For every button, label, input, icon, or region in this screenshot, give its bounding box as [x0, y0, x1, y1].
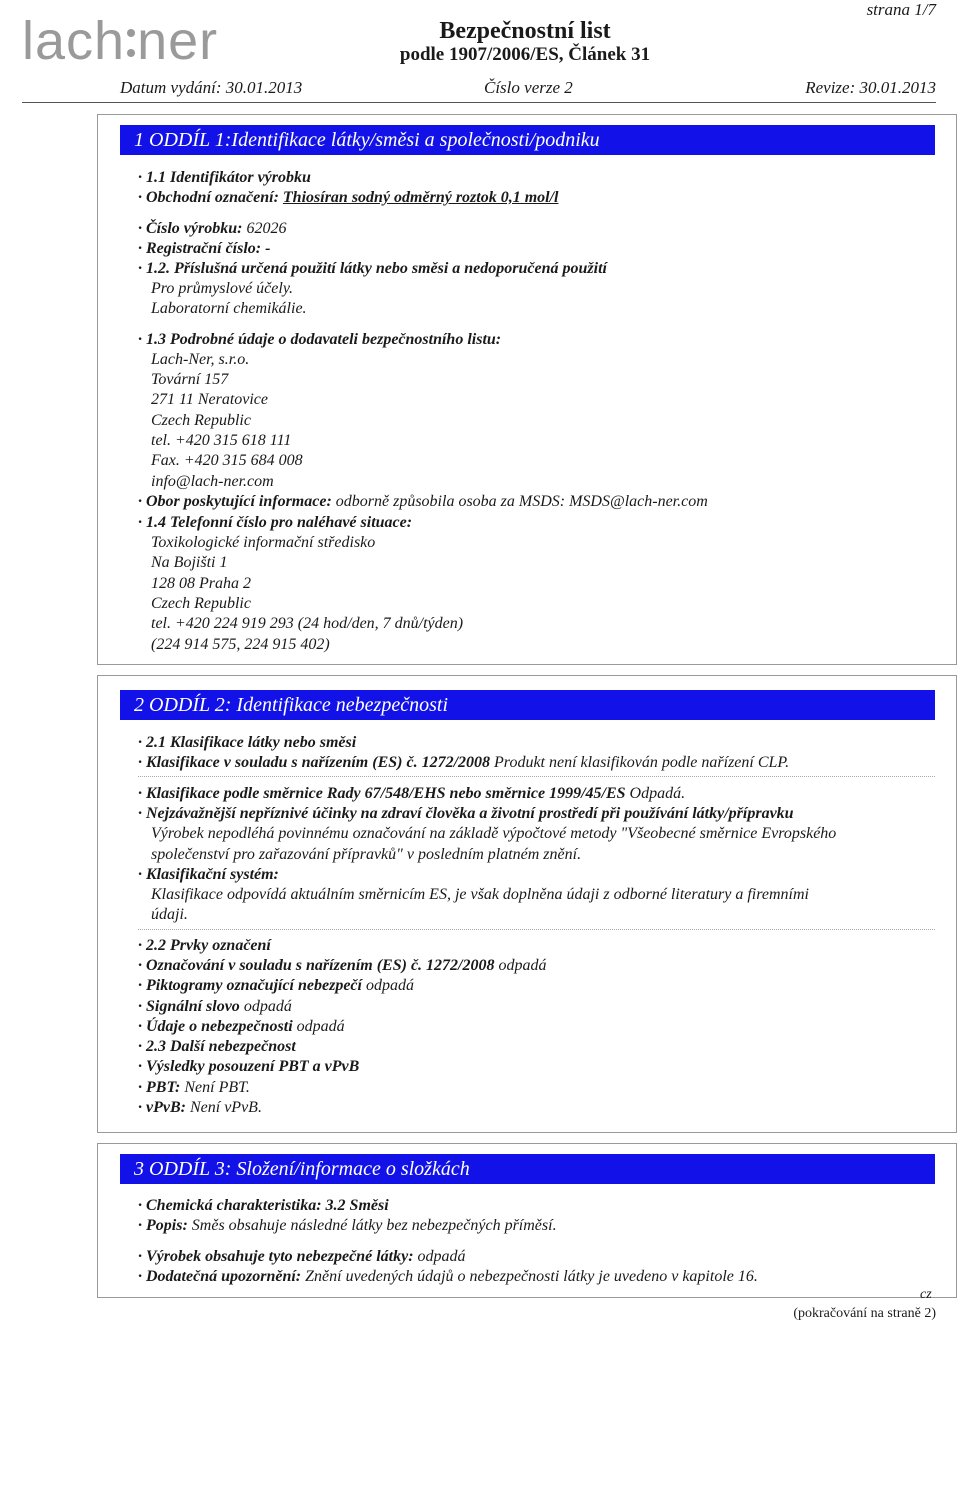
line: · 2.3 Další nebezpečnost [138, 1038, 296, 1055]
line: Lach-Ner, s.r.o. [151, 351, 250, 368]
lachner-logo: lach ner [22, 11, 219, 71]
line: Tovární 157 [151, 371, 229, 388]
dotted-divider [138, 929, 935, 930]
line: · Výrobek obsahuje tyto nebezpečné látky: odpadá [138, 1248, 466, 1265]
line: Klasifikace odpovídá aktuálním směrnicím ES, je však doplněna údaji z odborné literatury a firemními [151, 886, 809, 903]
page-number: strana 1/7 [866, 0, 936, 19]
line: · Klasifikace v souladu s nařízením (ES) č. 1272/2008 Produkt není klasifikován podle nařízení CLP. [138, 754, 790, 771]
line: · Číslo výrobku: 62026 [138, 220, 287, 237]
line: · Dodatečná upozornění: Znění uvedených údajů o nebezpečnosti látky je uvedeno v kapitole 16. [138, 1268, 758, 1285]
line: 128 08 Praha 2 [151, 575, 251, 592]
revision-date: Revize: 30.01.2013 [805, 78, 936, 97]
issue-date: Datum vydání: 30.01.2013 [120, 78, 303, 97]
line: Výrobek nepodléhá povinnému označování na základě výpočtové metody "Všeobecné směrnice Evropského [151, 825, 837, 842]
line: · Signální slovo odpadá [138, 998, 292, 1015]
line: info@lach-ner.com [151, 473, 274, 490]
header-divider [22, 102, 936, 103]
line: Laboratorní chemikálie. [151, 300, 307, 317]
line: · 1.1 Identifikátor výrobku [138, 169, 311, 186]
line: (224 914 575, 224 915 402) [151, 636, 330, 653]
line: · Označování v souladu s nařízením (ES) č. 1272/2008 odpadá [138, 957, 547, 974]
line: · 2.2 Prvky označení [138, 937, 271, 954]
line: · Chemická charakteristika: 3.2 Směsi [138, 1197, 389, 1214]
line: · vPvB: Není vPvB. [138, 1099, 262, 1116]
line: · Výsledky posouzení PBT a vPvB [138, 1058, 360, 1075]
section-1-title: 1 ODDÍL 1:Identifikace látky/směsi a společnosti/podniku [120, 125, 935, 155]
line: · Registrační číslo: - [138, 240, 271, 257]
line: · Obchodní označení: Thiosíran sodný odměrný roztok 0,1 mol/l [138, 189, 559, 206]
line: · Klasifikační systém: [138, 866, 279, 883]
document-subtitle: podle 1907/2006/ES, Článek 31 [399, 44, 651, 65]
dotted-divider [138, 776, 935, 777]
line: · Piktogramy označující nebezpečí odpadá [138, 977, 414, 994]
section-3-title: 3 ODDÍL 3: Složení/informace o složkách [120, 1154, 935, 1184]
document-title: Bezpečnostní list [439, 18, 611, 44]
line: Czech Republic [151, 595, 251, 612]
line: Toxikologické informační středisko [151, 534, 376, 551]
line: Fax. +420 315 684 008 [151, 452, 303, 469]
continued-note: (pokračování na straně 2) [793, 1306, 936, 1321]
line: tel. +420 224 919 293 (24 hod/den, 7 dnů/týden) [151, 615, 464, 632]
line: Pro průmyslové účely. [151, 280, 294, 297]
line: · Popis: Směs obsahuje následné látky bez nebezpečných příměsí. [138, 1217, 557, 1234]
line: údaji. [151, 906, 188, 923]
line: 271 11 Neratovice [151, 391, 269, 408]
line: · 1.2. Příslušná určená použití látky nebo směsi a nedoporučená použití [138, 260, 607, 277]
line: · 1.4 Telefonní číslo pro naléhavé situace: [138, 514, 413, 531]
section-2-title: 2 ODDÍL 2: Identifikace nebezpečnosti [120, 690, 935, 720]
line: · 1.3 Podrobné údaje o dodavateli bezpečnostního listu: [138, 331, 502, 348]
line: · Obor poskytující informace: odborně způsobila osoba za MSDS: MSDS@lach-ner.com [138, 493, 708, 510]
line: Na Bojišti 1 [151, 554, 228, 571]
line: · PBT: Není PBT. [138, 1079, 250, 1096]
line: · 2.1 Klasifikace látky nebo směsi [138, 734, 357, 751]
line: tel. +420 315 618 111 [151, 432, 292, 449]
line: · Nejzávažnější nepříznivé účinky na zdraví člověka a životní prostředí při používání látky/přípravku [138, 805, 794, 822]
line: společenství pro zařazování přípravků" v posledním platném znění. [151, 846, 582, 863]
line: · Údaje o nebezpečnosti odpadá [138, 1018, 345, 1035]
version-number: Číslo verze 2 [484, 78, 573, 97]
line: Czech Republic [151, 412, 251, 429]
language-code: cz [920, 1287, 932, 1302]
line: · Klasifikace podle směrnice Rady 67/548/EHS nebo směrnice 1999/45/ES Odpadá. [138, 785, 686, 802]
